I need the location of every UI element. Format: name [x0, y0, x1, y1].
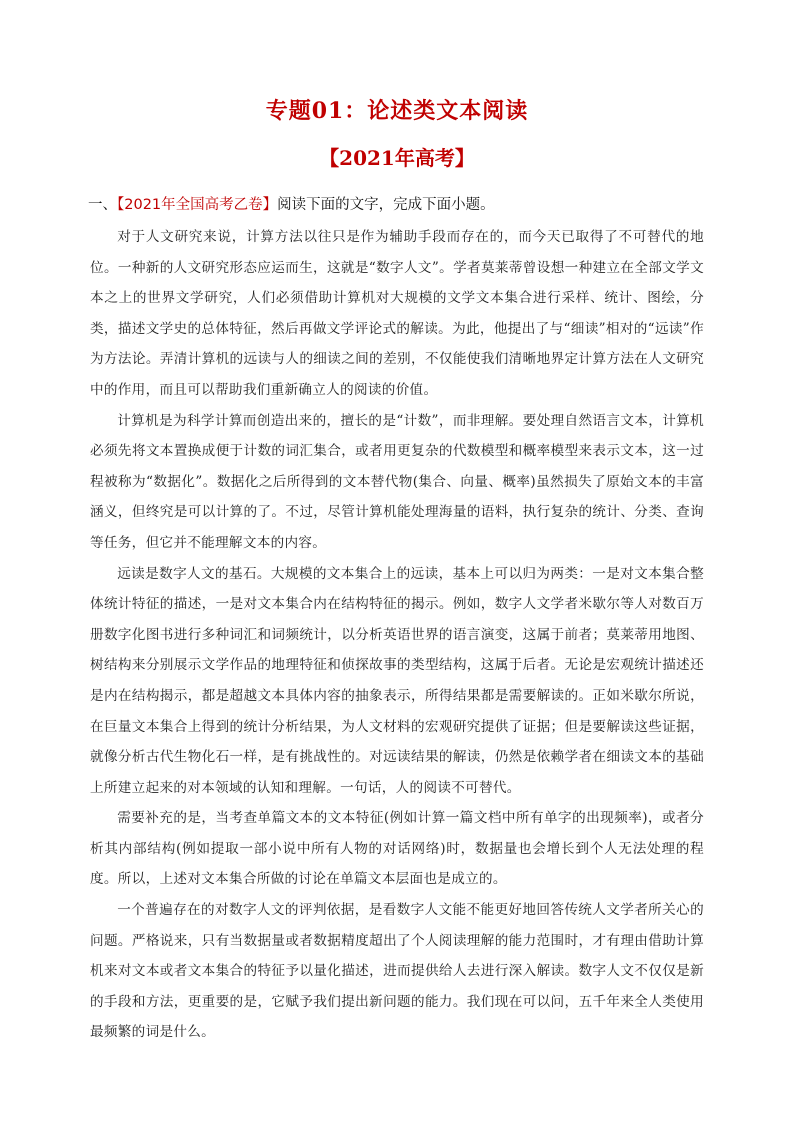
passage-paragraph: 需要补充的是，当考查单篇文本的文本特征(例如计算一篇文档中所有单字的出现频率)，或者分析其内部结构(例如提取一部小说中所有人物的对话网络)时，数据量也会增长到个人无法处理的程度。所以，上述对文本集合所做的讨论在单篇文本层面也是成立的。	[90, 810, 704, 888]
passage-body	[90, 222, 704, 1048]
question-source: 【2021年全国高考乙卷】	[117, 197, 278, 213]
passage-paragraph: 计算机是为科学计算而创造出来的，擅长的是“计数”，而非理解。要处理自然语言文本，计算机必须先将文本置换成便于计数的词汇集合，或者用更复杂的代数模型和概率模型来表示文本，这一过程被称为“数据化”。数据化之后所得到的文本替代物(集合、向量、概率)虽然损失了原始文本的丰富涵义，但终究是可以计算的了。不过，尽管计算机能处理海量的语料，执行复杂的统计、分类、查询等任务，但它并不能理解文本的内容。	[90, 412, 704, 551]
question-heading	[88, 193, 708, 217]
question-number: 一、	[88, 197, 117, 213]
section-subtitle: 【2021年高考】	[319, 146, 475, 170]
document-title: 专题01：论述类文本阅读	[265, 98, 529, 124]
passage-paragraph: 一个普遍存在的对数字人文的评判依据，是看数字人文能不能更好地回答传统人文学者所关心的问题。严格说来，只有当数据量或者数据精度超出了个人阅读理解的能力范围时，才有理由借助计算机来对文本或者文本集合的特征予以量化描述，进而提供给人去进行深入解读。数字人文不仅仅是新的手段和方法，更重要的是，它赋予我们提出新问题的能力。我们现在可以问，五千年来全人类使用最频繁的词是什么。	[90, 902, 704, 1041]
question-instruction: 阅读下面的文字，完成下面小题。	[277, 197, 495, 213]
passage-paragraph: 远读是数字人文的基石。大规模的文本集合上的远读，基本上可以归为两类：一是对文本集合整体统计特征的描述，一是对文本集合内在结构特征的揭示。例如，数字人文学者米歇尔等人对数百万册数字化图书进行多种词汇和词频统计，以分析英语世界的语言演变，这属于前者；莫莱蒂用地图、树结构来分别展示文学作品的地理特征和侦探故事的类型结构，这属于后者。无论是宏观统计描述还是内在结构揭示，都是超越文本具体内容的抽象表示，所得结果都是需要解读的。正如米歇尔所说，在巨量文本集合上得到的统计分析结果，为人文材料的宏观研究提供了证据；但是要解读这些证据，就像分析古代生物化石一样，是有挑战性的。对远读结果的解读，仍然是依赖学者在细读文本的基础上所建立起来的对本领域的认知和理解。一句话，人的阅读不可替代。	[90, 565, 704, 796]
passage-paragraph: 对于人文研究来说，计算方法以往只是作为辅助手段而存在的，而今天已取得了不可替代的地位。一种新的人文研究形态应运而生，这就是“数字人文”。学者莫莱蒂曾设想一种建立在全部文学文本之上的世界文学研究，人们必须借助计算机对大规模的文学文本集合进行采样、统计、图绘，分类，描述文学史的总体特征，然后再做文学评论式的解读。为此，他提出了与“细读”相对的“远读”作为方法论。弄清计算机的远读与人的细读之间的差别，不仅能使我们清晰地界定计算方法在人文研究中的作用，而且可以帮助我们重新确立人的阅读的价值。	[90, 229, 704, 398]
